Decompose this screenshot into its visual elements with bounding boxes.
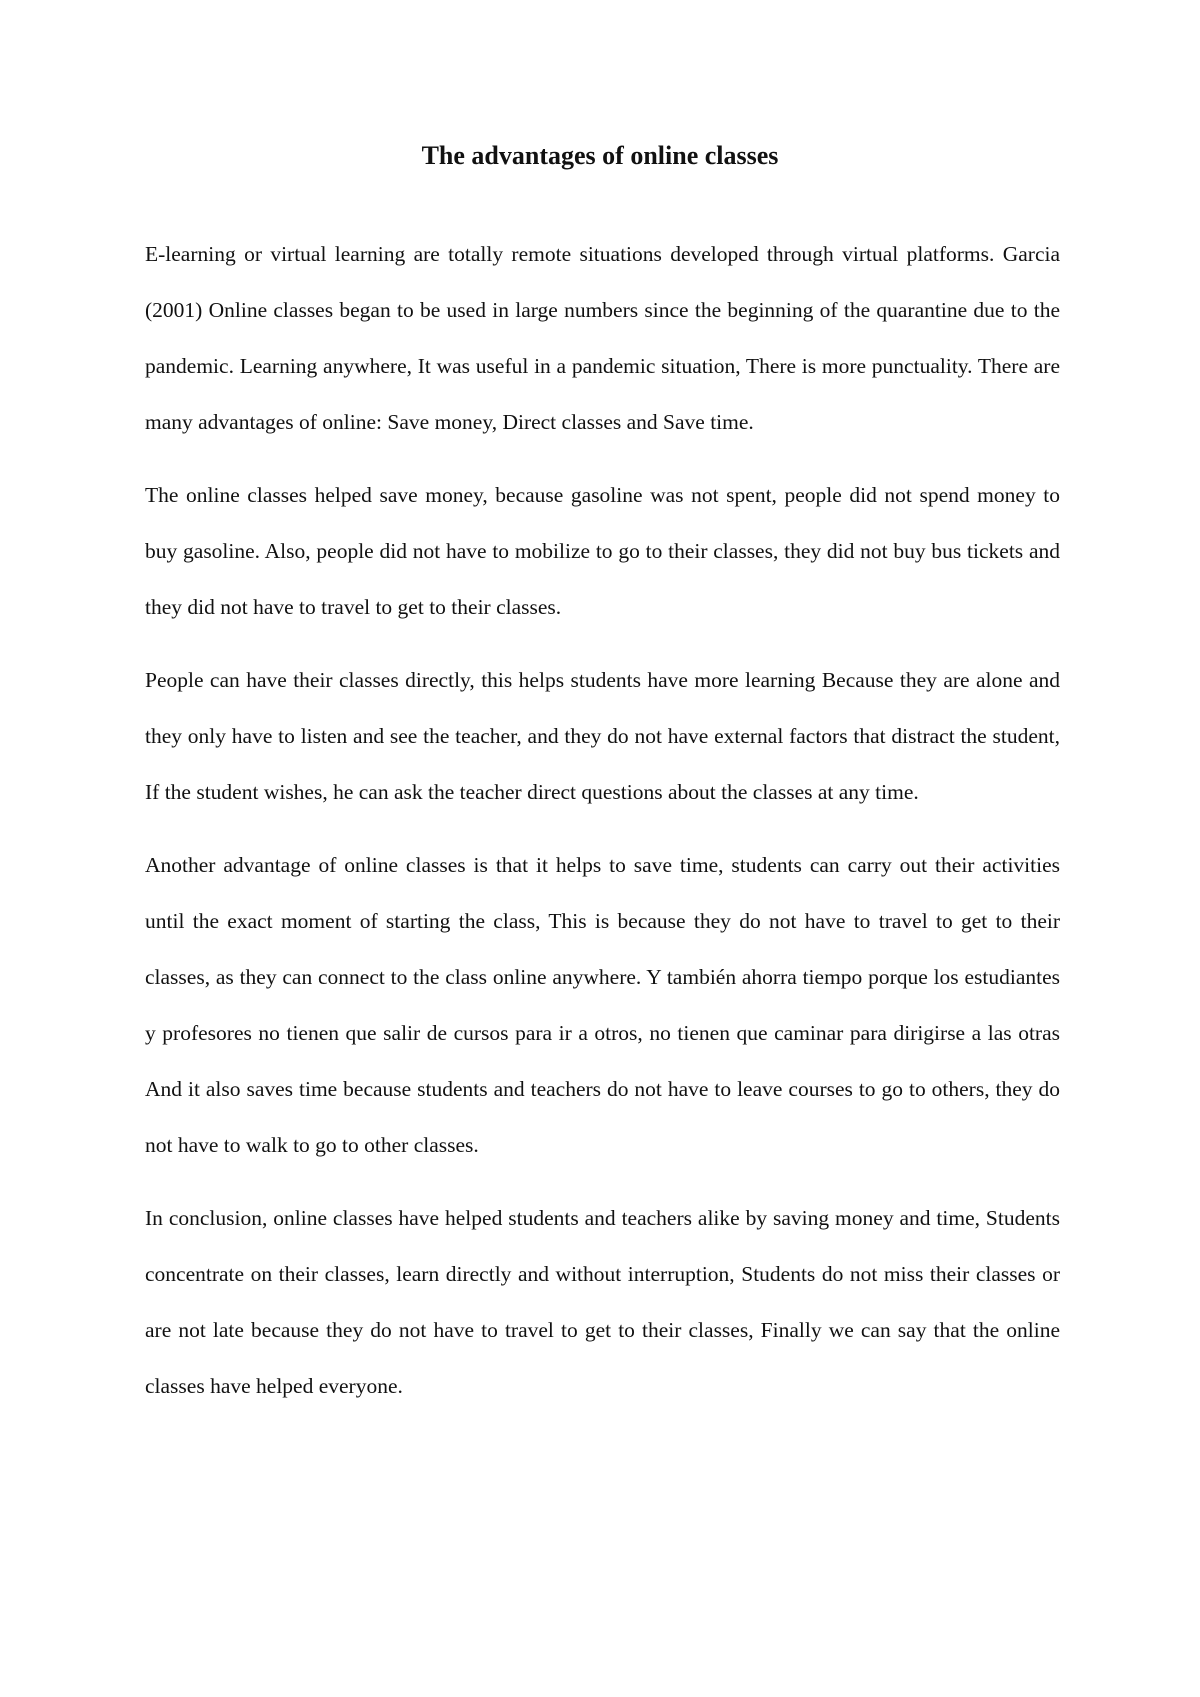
paragraph-conclusion: In conclusion, online classes have helped students and teachers alike by saving money and time, Students concentrate on their classes, learn directly and without interruption, Students do not miss their classes or are not late because they do not have to travel to get to their classes, Finally we can say that the online classes have helped everyone. xyxy=(145,1206,1060,1398)
paragraph-save-money: The online classes helped save money, because gasoline was not spent, people did not spend money to buy gasoline. Also, people did not have to mobilize to go to their classes, they did not buy bus tickets and they did not have to travel to get to their classes. xyxy=(145,483,1060,619)
paragraph-introduction: E-learning or virtual learning are totally remote situations developed through virtual platforms. Garcia (2001) Online classes began to be used in large numbers since the beginning of the quarantine due to the pandemic. Learning anywhere, It was useful in a pandemic situation, There is more punctuality. There are many advantages of online: Save money, Direct classes and Save time. xyxy=(145,242,1060,434)
document-title: The advantages of online classes xyxy=(421,141,779,170)
paragraph-direct-classes: People can have their classes directly, this helps students have more learning Because they are alone and they only have to listen and see the teacher, and they do not have external factors that distract the student, If the student wishes, he can ask the teacher direct questions about the classes at any time. xyxy=(145,668,1060,804)
paragraph-save-time: Another advantage of online classes is that it helps to save time, students can carry out their activities until the exact moment of starting the class, This is because they do not have to travel to get to their classes, as they can connect to the class online anywhere. Y también ahorra tiempo porque los estudiantes y profesores no tienen que salir de cursos para ir a otros, no tienen que caminar para dirigirse a las otras And it also saves time because students and teachers do not have to leave courses to go to others, they do not have to walk to go to other classes. xyxy=(145,853,1060,1157)
document-body xyxy=(145,226,1060,1431)
